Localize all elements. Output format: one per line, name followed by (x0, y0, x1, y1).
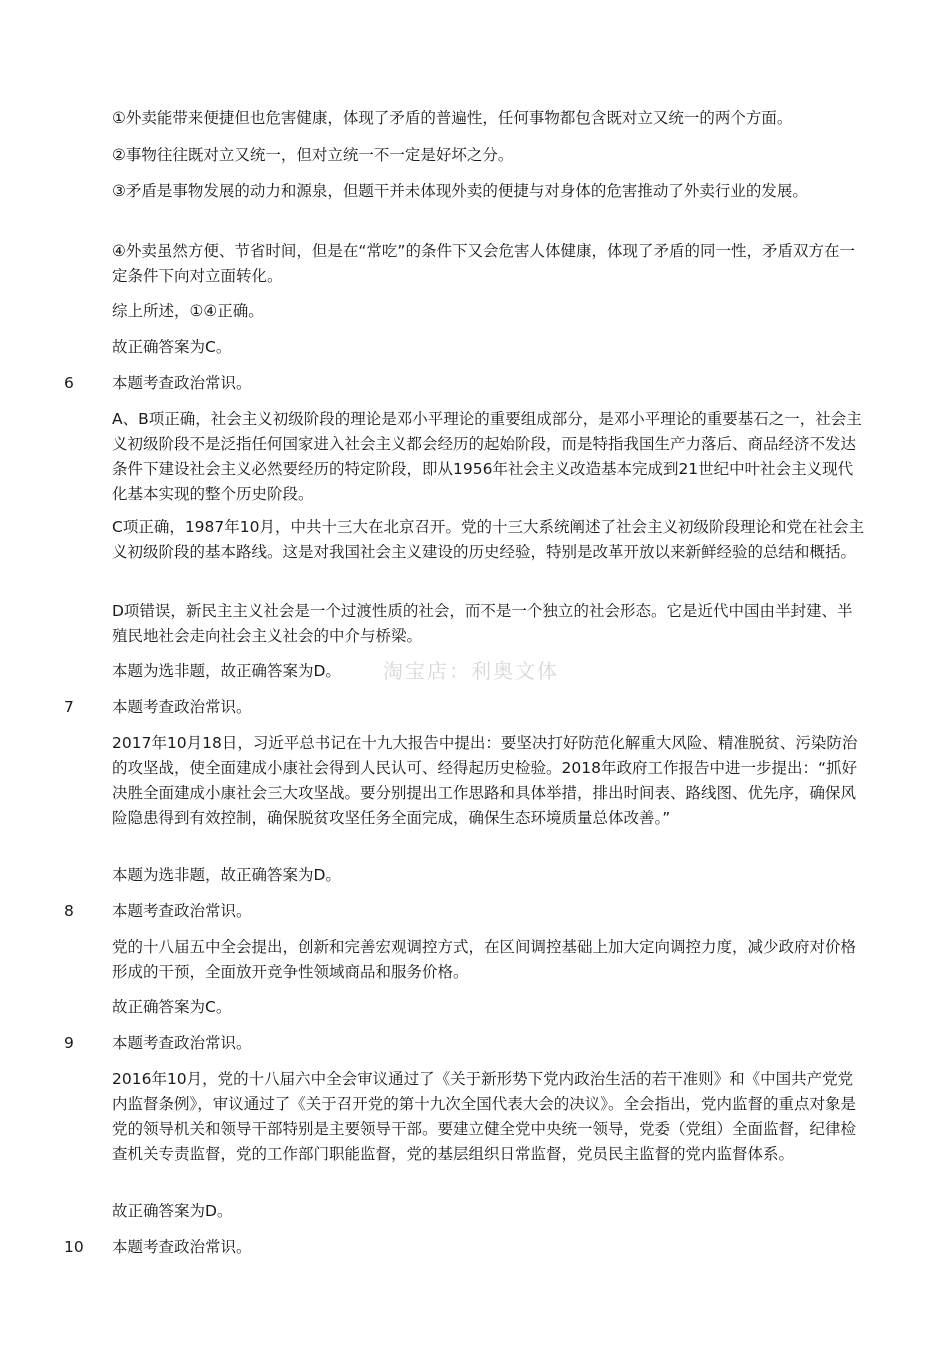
question-intro: 本题考查政治常识。 (112, 698, 252, 716)
question-intro: 本题考查政治常识。 (112, 1034, 252, 1052)
question-number: 10 (64, 1238, 84, 1256)
question-number: 8 (64, 902, 74, 920)
paragraph-q6-d: D项错误，新民主主义社会是一个过渡性质的社会，而不是一个独立的社会形态。它是近代中国由半封建、半殖民地社会走向社会主义社会的中介与桥梁。 (112, 602, 853, 645)
paragraph-option-4: ④外卖虽然方便、节省时间，但是在“常吃”的条件下又会危害人体健康，体现了矛盾的同一性，矛盾双方在一定条件下向对立面转化。 (112, 242, 855, 285)
paragraph-q9-body: 2016年10月，党的十八届六中全会审议通过了《关于新形势下党内政治生活的若干准则》和《中国共产党党内监督条例》，审议通过了《关于召开党的第十九次全国代表大会的决议》。全会指出，党内监督的重点对象是党的领导机关和领导干部特别是主要领导干部。要建立健全党中央统一领导，党委（党组）全面监督，纪律检查机关专责监督，党的工作部门职能监督，党的基层组织日常监督，党员民主监督的党内监督体系。 (112, 1070, 857, 1163)
paragraph-q9-answer: 故正确答案为D。 (112, 1202, 233, 1220)
watermark: 淘宝店：利奥文体 (383, 659, 559, 683)
paragraph-answer: 故正确答案为C。 (112, 338, 232, 356)
paragraph-q7-answer: 本题为选非题，故正确答案为D。 (112, 866, 341, 884)
question-intro: 本题考查政治常识。 (112, 374, 252, 392)
paragraph-q8-answer: 故正确答案为C。 (112, 998, 232, 1016)
paragraph-q7-body: 2017年10月18日，习近平总书记在十九大报告中提出：要坚决打好防范化解重大风险、精准脱贫、污染防治的攻坚战，使全面建成小康社会得到人民认可、经得起历史检验。2018年政府工作报告中进一步提出：“抓好决胜全面建成小康社会三大攻坚战。要分别提出工作思路和具体举措，排出时间表、路线图、优先序，确保风险隐患得到有效控制，确保脱贫攻坚任务全面完成，确保生态环境质量总体改善。” (112, 734, 858, 827)
question-number: 7 (64, 698, 74, 716)
paragraph-q6-answer: 本题为选非题，故正确答案为D。 (112, 662, 341, 680)
question-intro: 本题考查政治常识。 (112, 1238, 252, 1256)
paragraph-option-1: ①外卖能带来便捷但也危害健康，体现了矛盾的普遍性，任何事物都包含既对立又统一的两个方面。 (112, 109, 793, 127)
paragraph-q8-body: 党的十八届五中全会提出，创新和完善宏观调控方式，在区间调控基础上加大定向调控力度，减少政府对价格形成的干预，全面放开竞争性领域商品和服务价格。 (112, 938, 857, 981)
paragraph-option-2: ②事物往往既对立又统一，但对立统一不一定是好坏之分。 (112, 146, 514, 164)
question-number: 6 (64, 374, 74, 392)
paragraph-option-3: ③矛盾是事物发展的动力和源泉，但题干并未体现外卖的便捷与对身体的危害推动了外卖行业的发展。 (112, 182, 808, 200)
question-number: 9 (64, 1034, 74, 1052)
question-intro: 本题考查政治常识。 (112, 902, 252, 920)
paragraph-summary: 综上所述，①④正确。 (112, 302, 264, 320)
paragraph-q6-ab: A、B项正确，社会主义初级阶段的理论是邓小平理论的重要组成部分，是邓小平理论的重要基石之一，社会主义初级阶段不是泛指任何国家进入社会主义都会经历的起始阶段，而是特指我国生产力落后、商品经济不发达条件下建设社会主义必然要经历的特定阶段，即从1956年社会主义改造基本完成到21世纪中叶社会主义现代化基本实现的整个历史阶段。 (112, 410, 862, 503)
paragraph-q6-c: C项正确，1987年10月，中共十三大在北京召开。党的十三大系统阐述了社会主义初级阶段理论和党在社会主义初级阶段的基本路线。这是对我国社会主义建设的历史经验，特别是改革开放以来新鲜经验的总结和概括。 (112, 518, 864, 561)
